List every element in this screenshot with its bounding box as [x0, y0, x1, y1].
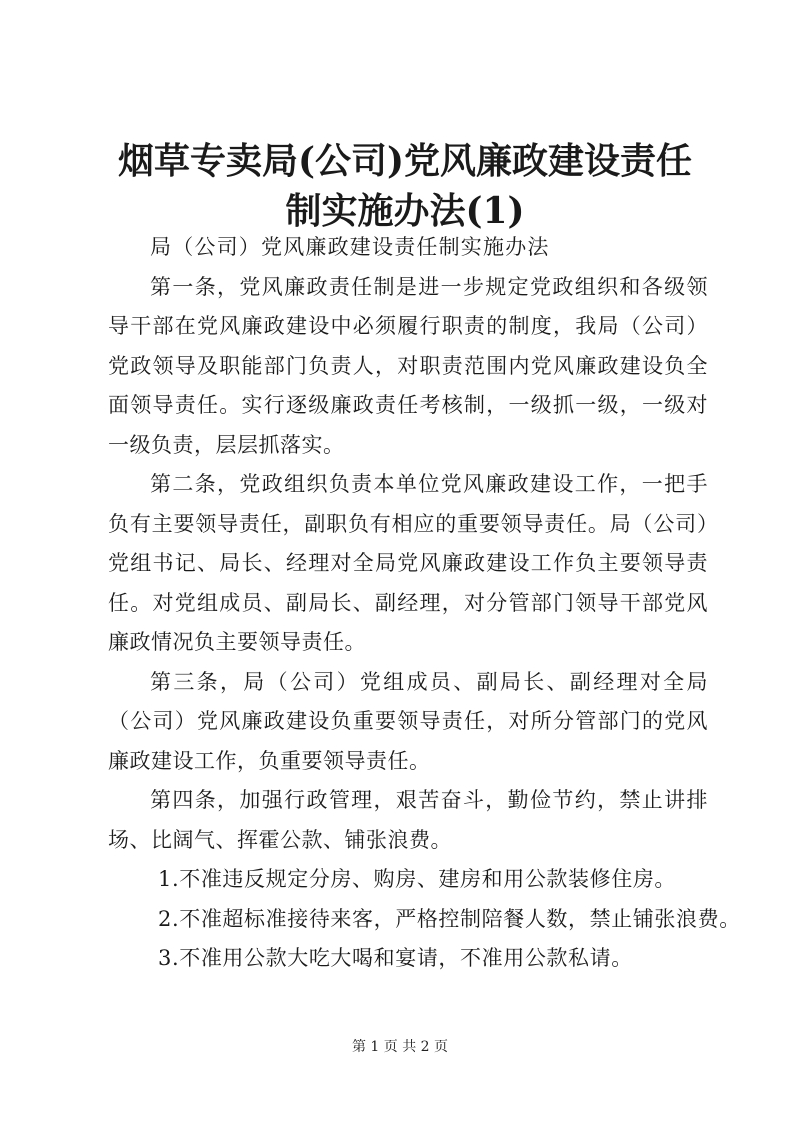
page-number-footer: 第 1 页 共 2 页 [351, 1039, 449, 1055]
list-item-2: 2.不准超标准接待来客，严格控制陪餐人数，禁止铺张浪费。 [158, 906, 741, 931]
document-title: 烟草专卖局(公司)党风廉政建设责任制实施办法(1) [117, 140, 693, 232]
list-item-3: 3.不准用公款大吃大喝和宴请，不准用公款私请。 [158, 946, 633, 970]
paragraph-article-3: 第三条，局（公司）党组成员、副局长、副经理对全局（公司）党风廉政建设负重要领导责任，对所分管部门的党风廉政建设工作，负重要领导责任。 [108, 669, 708, 773]
document-body [108, 228, 741, 979]
paragraph-article-4: 第四条，加强行政管理，艰苦奋斗，勤俭节约，禁止讲排场、比阔气、挥霍公款、铺张浪费。 [108, 788, 708, 852]
paragraph-article-2: 第二条，党政组织负责本单位党风廉政建设工作，一把手负有主要领导责任，副职负有相应的重要领导责任。局（公司）党组书记、局长、经理对全局党风廉政建设工作负主要领导责任。对党组成员、副局长、副经理，对分管部门领导干部党风廉政情况负主要领导责任。 [108, 472, 708, 654]
document-subtitle: 局（公司）党风廉政建设责任制实施办法 [150, 235, 550, 259]
paragraph-article-1: 第一条，党风廉政责任制是进一步规定党政组织和各级领导干部在党风廉政建设中必须履行职责的制度，我局（公司）党政领导及职能部门负责人，对职责范围内党风廉政建设负全面领导责任。实行逐级廉政责任考核制，一级抓一级，一级对一级负责，层层抓落实。 [108, 274, 708, 457]
list-item-1: 1.不准违反规定分房、购房、建房和用公款装修住房。 [158, 867, 677, 891]
